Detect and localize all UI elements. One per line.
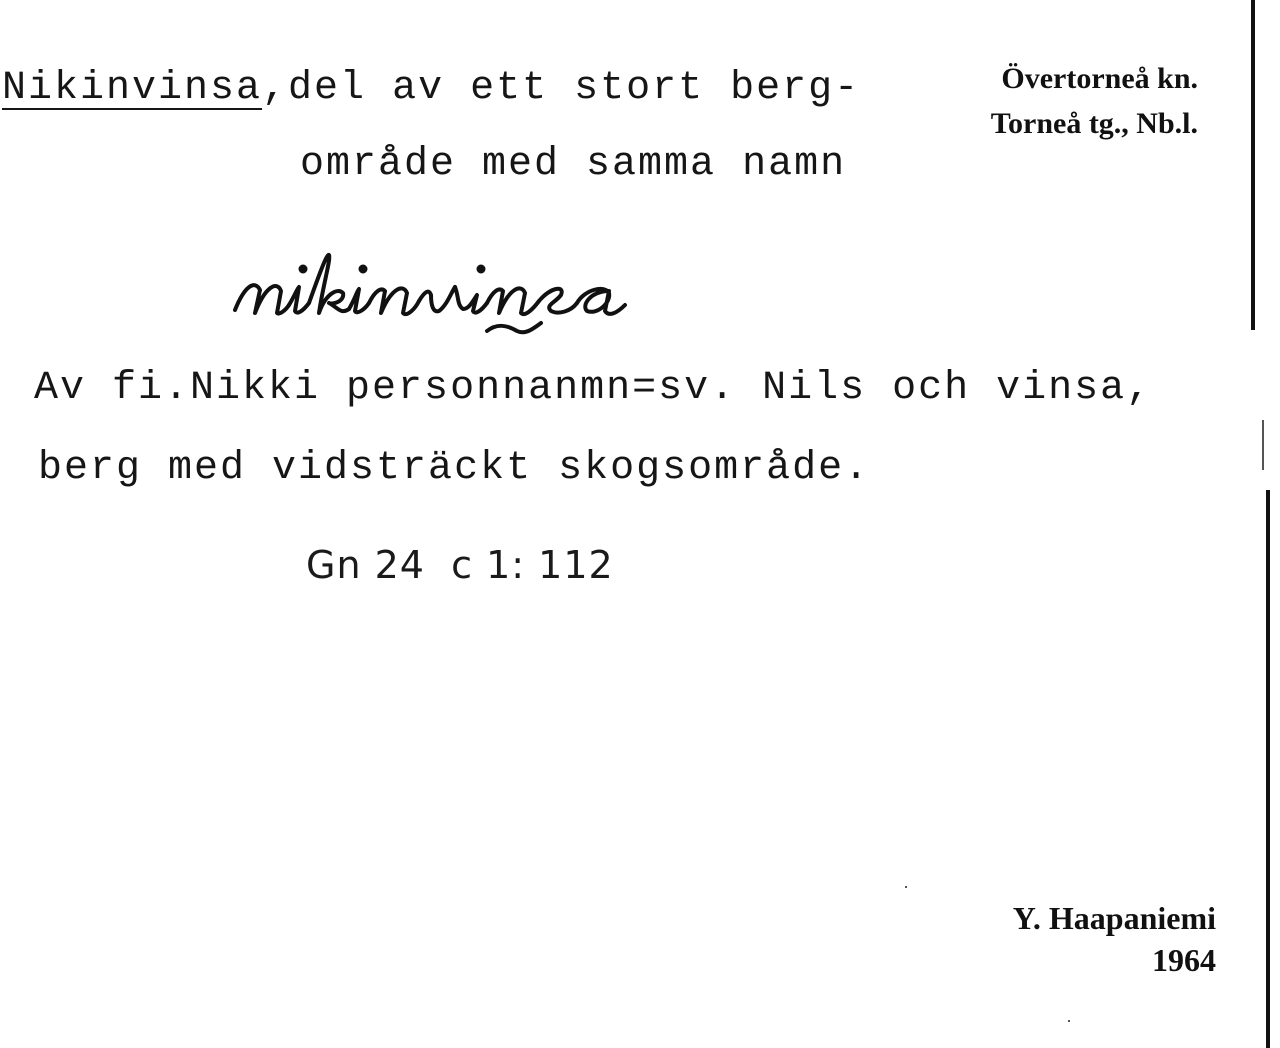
source-reference: Gn 24 c 1: 112 xyxy=(306,543,614,587)
collection-year: 1964 xyxy=(1152,942,1216,978)
scan-speck xyxy=(905,886,907,888)
definition-line-1-rest: ,del av ett stort berg- xyxy=(262,66,861,111)
collector-name: Y. Haapaniemi xyxy=(1012,900,1216,936)
location-municipality: Övertorneå kn. xyxy=(1001,62,1198,95)
location-parish: Torneå tg., Nb.l. xyxy=(990,107,1198,140)
card-edge-line-upper xyxy=(1251,0,1255,330)
card-edge-line-middle xyxy=(1262,420,1264,470)
definition-line-2: område med samma namn xyxy=(300,142,847,187)
handwritten-name-form xyxy=(225,225,885,345)
etymology-line-2: berg med vidsträckt skogsområde. xyxy=(38,446,871,491)
scan-speck xyxy=(1068,1020,1070,1022)
definition-line-1 xyxy=(2,66,860,111)
etymology-line-1: Av fi.Nikki personnanmn=sv. Nils och vinsa, xyxy=(34,366,1153,411)
card-edge-line-lower xyxy=(1266,490,1270,1048)
headword: Nikinvinsa xyxy=(2,66,263,111)
